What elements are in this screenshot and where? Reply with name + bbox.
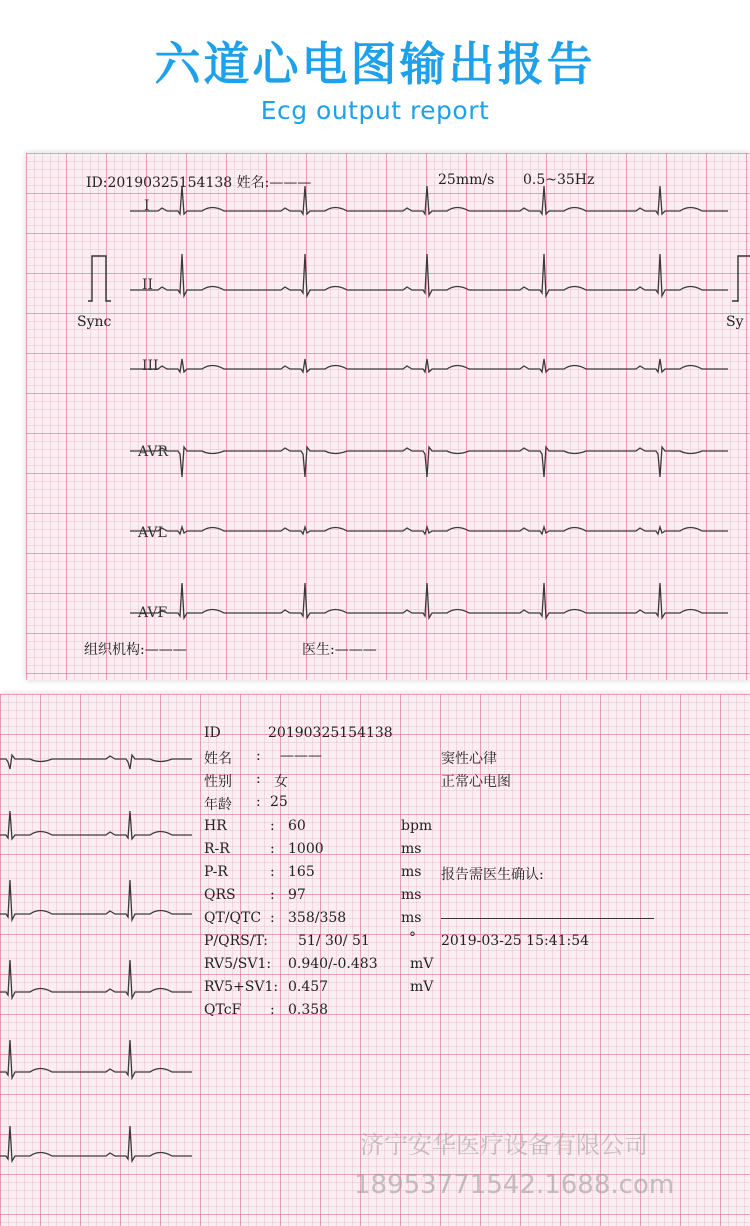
lead-trace-avr — [130, 447, 728, 477]
field-unit: ms — [401, 841, 422, 857]
lead-label-avl: AVL — [138, 525, 167, 541]
lead-label-avr: AVR — [138, 444, 169, 460]
field-label: P-R — [204, 864, 228, 880]
lead-trace-avl — [130, 527, 728, 534]
field-separator: : — [256, 794, 261, 810]
field-label: ID — [204, 725, 221, 741]
partial-trace-3 — [0, 880, 192, 920]
field-separator: : — [270, 887, 275, 903]
field-separator: : — [256, 771, 261, 787]
doctor-label: 医生:——— — [302, 642, 377, 658]
diagnosis-conclusion: 正常心电图 — [441, 774, 511, 790]
field-value: 0.358 — [288, 1002, 329, 1018]
lead-label-iii: III — [142, 358, 159, 374]
field-value: 165 — [288, 864, 315, 880]
field-unit: ° — [409, 930, 416, 946]
field-label: P/QRS/T: — [204, 933, 269, 949]
field-label: 姓名 — [204, 751, 232, 767]
field-value: ——— — [280, 748, 322, 764]
field-separator: : — [256, 748, 261, 764]
field-unit: ms — [401, 887, 422, 903]
field-value: 1000 — [288, 841, 324, 857]
partial-trace-2 — [0, 811, 192, 839]
watermark-company: 济宁安华医疗设备有限公司 — [360, 1131, 648, 1159]
sync-pulse-right-icon — [732, 253, 750, 307]
lead-trace-avf — [130, 583, 728, 618]
field-separator: : — [270, 841, 275, 857]
field-value: 20190325154138 — [268, 725, 393, 741]
lead-trace-iii — [130, 359, 728, 372]
field-value: 25 — [270, 794, 288, 810]
ecg-traces — [26, 153, 750, 680]
field-value: 女 — [274, 774, 288, 790]
sync-label-right: Sy — [726, 314, 744, 330]
organization-label: 组织机构:——— — [84, 642, 187, 658]
field-unit: mV — [410, 956, 434, 972]
ecg-sheet-leads — [26, 153, 750, 680]
report-datetime: 2019-03-25 15:41:54 — [441, 933, 590, 949]
field-label: R-R — [204, 841, 230, 857]
field-label: 性别 — [204, 774, 232, 790]
field-separator: : — [270, 818, 275, 834]
report-subtitle: Ecg output report — [260, 96, 490, 125]
field-unit: ms — [401, 864, 422, 880]
watermark-phone: 18953771542.1688.com — [354, 1170, 675, 1200]
partial-trace-4 — [0, 960, 192, 998]
field-separator: : — [270, 1002, 275, 1018]
field-value: 0.457 — [288, 979, 329, 995]
sync-label: Sync — [77, 314, 112, 330]
field-label: RV5+SV1: — [204, 979, 279, 995]
field-value: 358/358 — [288, 910, 347, 926]
diagnosis-rhythm: 窦性心律 — [441, 751, 497, 767]
field-unit: ms — [401, 910, 422, 926]
field-label: RV5/SV1: — [204, 956, 272, 972]
patient-id-line: ID:20190325154138 姓名:——— — [86, 175, 312, 191]
doctor-confirm-label: 报告需医生确认: — [441, 867, 544, 883]
field-unit: mV — [410, 979, 434, 995]
field-label: QT/QTC — [204, 910, 262, 926]
partial-trace-6 — [0, 1126, 192, 1161]
field-label: 年龄 — [204, 797, 232, 813]
field-value: 60 — [288, 818, 306, 834]
field-label: QTcF — [204, 1002, 242, 1018]
filter-range: 0.5~35Hz — [523, 172, 595, 188]
lead-label-avf: AVF — [138, 605, 168, 621]
partial-trace-5 — [0, 1040, 192, 1078]
field-separator: : — [270, 864, 275, 880]
field-value: 97 — [288, 887, 306, 903]
lead-label-ii: II — [142, 277, 154, 293]
field-separator: : — [270, 910, 275, 926]
field-value: 0.940/-0.483 — [288, 956, 378, 972]
lead-trace-ii — [130, 254, 728, 296]
field-value: 51/ 30/ 51 — [298, 933, 370, 949]
signature-line — [441, 918, 654, 919]
lead-label-i: I — [144, 198, 150, 214]
paper-speed: 25mm/s — [438, 172, 495, 188]
field-label: QRS — [204, 887, 236, 903]
report-title: 六道心电图输出报告 — [154, 37, 596, 91]
sync-pulse-icon — [88, 253, 112, 307]
field-unit: bpm — [401, 818, 433, 834]
partial-trace-1 — [0, 755, 192, 769]
field-label: HR — [204, 818, 227, 834]
